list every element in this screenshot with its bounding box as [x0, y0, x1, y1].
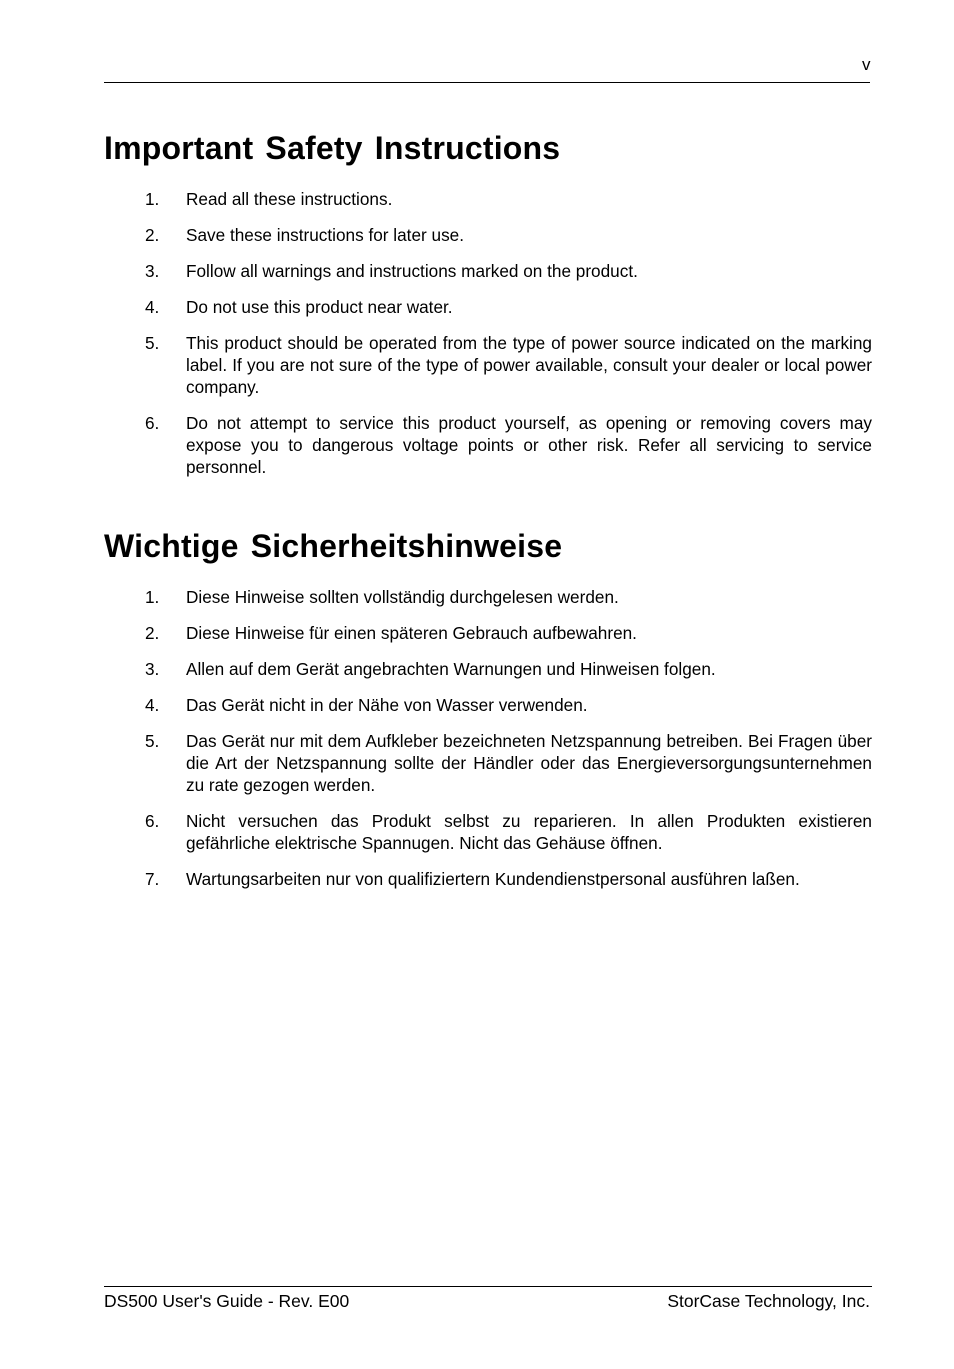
- item-number: 1.: [145, 587, 160, 607]
- page-number: v: [862, 55, 871, 74]
- item-text: Das Gerät nur mit dem Aufkleber bezeichneten Netzspannung betreiben. Bei Fragen über die Art der Netzspannung sollte der Händler oder das Energieversorgungsunternehmen zu rate gezogen werden.: [186, 731, 872, 795]
- english-safety-section: [104, 128, 872, 492]
- item-number: 3.: [145, 261, 160, 281]
- list-item: [104, 224, 872, 246]
- german-instruction-list: [104, 586, 872, 890]
- list-item: [104, 296, 872, 318]
- list-item: [104, 188, 872, 210]
- item-text: Das Gerät nicht in der Nähe von Wasser verwenden.: [186, 695, 588, 715]
- item-text: Diese Hinweise für einen späteren Gebrauch aufbewahren.: [186, 623, 637, 643]
- item-number: 4.: [145, 297, 160, 317]
- item-text: Do not attempt to service this product yourself, as opening or removing covers may expose you to dangerous voltage points or other risk. Refer all servicing to service personnel.: [186, 413, 872, 477]
- list-item: [104, 658, 872, 680]
- list-item: [104, 412, 872, 478]
- footer-document-title: DS500 User's Guide - Rev. E00: [104, 1291, 350, 1311]
- german-safety-section: [104, 526, 872, 904]
- item-text: Wartungsarbeiten nur von qualifiziertern Kundendienstpersonal ausführen laßen.: [186, 869, 800, 889]
- list-item: [104, 810, 872, 854]
- english-instruction-list: [104, 188, 872, 478]
- item-number: 1.: [145, 189, 160, 209]
- list-item: [104, 586, 872, 608]
- item-text: Read all these instructions.: [186, 189, 393, 209]
- header-rule: [104, 82, 870, 83]
- item-number: 5.: [145, 731, 160, 751]
- item-number: 5.: [145, 333, 160, 353]
- item-text: Follow all warnings and instructions marked on the product.: [186, 261, 638, 281]
- item-number: 6.: [145, 811, 160, 831]
- item-text: Allen auf dem Gerät angebrachten Warnungen und Hinweisen folgen.: [186, 659, 716, 679]
- list-item: [104, 260, 872, 282]
- item-number: 4.: [145, 695, 160, 715]
- item-number: 6.: [145, 413, 160, 433]
- list-item: [104, 622, 872, 644]
- german-section-title: Wichtige Sicherheitshinweise: [104, 528, 563, 564]
- item-text: Save these instructions for later use.: [186, 225, 465, 245]
- list-item: [104, 694, 872, 716]
- english-section-title: Important Safety Instructions: [104, 130, 561, 166]
- item-number: 2.: [145, 225, 160, 245]
- item-text: Do not use this product near water.: [186, 297, 453, 317]
- item-number: 7.: [145, 869, 160, 889]
- footer-rule: [104, 1286, 872, 1287]
- item-text: Nicht versuchen das Produkt selbst zu reparieren. In allen Produkten existieren gefährliche elektrische Spannugen. Nicht das Gehäuse öffnen.: [186, 811, 872, 853]
- footer-company-name: StorCase Technology, Inc.: [667, 1291, 870, 1311]
- item-text: This product should be operated from the type of power source indicated on the marking label. If you are not sure of the type of power available, consult your dealer or local power company.: [186, 333, 872, 397]
- list-item: [104, 868, 872, 890]
- item-text: Diese Hinweise sollten vollständig durchgelesen werden.: [186, 587, 619, 607]
- item-number: 3.: [145, 659, 160, 679]
- list-item: [104, 730, 872, 796]
- item-number: 2.: [145, 623, 160, 643]
- list-item: [104, 332, 872, 398]
